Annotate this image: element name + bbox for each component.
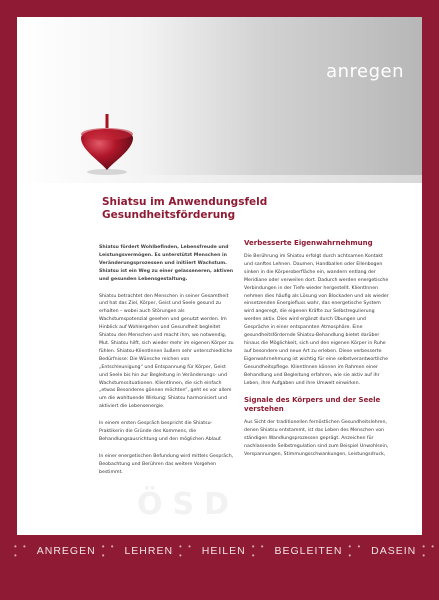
footer-item-dasein[interactable]: DASEIN xyxy=(371,545,417,557)
subheading-1: Verbesserte Eigenwahrnehmung xyxy=(244,239,373,247)
left-paragraph-1: Shiatsu betrachtet den Menschen in seiner Gesamtheit und hat das Ziel, Körper, Geist und Seele gesund zu erhalten – wobei auch Störungen als Wachstumspotenzial gesehen und genutzt werden. Im Hinblick auf Wohlergehen und Gesundheit begleitet Shiatsu den Menschen und macht ihm, wo notwendig, Mut. Shiatsu hilft, sich wieder mehr im eigenen Körper zu fühlen. Shiatsu-KlientInnen äußern sehr unterschiedliche Bedürfnisse: Die Wünsche reichen von „Entschleunigung“ und Entspannung für Körper, Geist und Seele bis hin zur Begleitung in Veränderungs- und Wachstumssituationen. KlientInnen, die sich einfach „etwas Besonderes gönnen möchten“, geht es vor allem um die wohltuende Wirkung: Shiatsu harmonisiert und aktiviert die Lebensenergie. xyxy=(99,293,234,410)
footer-dots: • • • xyxy=(422,542,437,560)
footer-item-heilen[interactable]: HEILEN xyxy=(201,545,246,557)
footer-dots: • • • xyxy=(251,542,266,560)
right-paragraph-1: Die Berührung im Shiatsu erfolgt durch achtsamen Kontakt und sanftes Lehnen. Daumen, Handballen oder Ellenbogen sinken in die Körperoberfläche ein, wandern entlang der Meridiane oder verweilen dort. Dadurch werden energetische Verbindungen in der Tiefe wieder hergestellt. KlientInnen nehmen dies häufig als Lösung von Blockaden und als wieder einsetzenden Energiefluss wahr, das energetische System wird angeregt, die eigenen Kräfte zur Selbstregulierung werden aktiv. Dies wird ergänzt durch Übungen und Gespräche in einer entspannten Atmosphäre. Eine gesundheitsfördernde Shiatsu-Behandlung bietet darüber hinaus die Möglichkeit, sich und den eigenen Körper in Ruhe auf besondere und neue Art zu erleben. Diese verbesserte Eigenwahrnehmung ist wichtig für eine selbstverantwortliche Gesundheitspflege. KlientInnen können im Rahmen einer Behandlung und Begleitung erfahren, wie sie aktiv auf ihr Leben, ihre Aufgaben und ihre Umwelt einwirken. xyxy=(244,254,389,386)
footer-dots: • • • xyxy=(14,542,28,560)
left-paragraph-3: In einer energetischen Befundung wird mittels Gespräch, Beobachtung und Berühren das weitere Vorgehen bestimmt. xyxy=(99,453,234,475)
footer-nav xyxy=(0,540,439,562)
watermark-logo: ÖSD xyxy=(137,487,240,522)
subheading-2: Signale des Körpers und der Seele verstehen xyxy=(244,396,381,414)
section-title: anregen xyxy=(326,61,404,82)
headline-line1: Shiatsu im Anwendungsfeld xyxy=(102,196,268,208)
left-paragraph-2: In einem ersten Gespräch bespricht die Shiatsu-Praktikerin die Gründe des Kommens, die Behandlungsausrichtung und den möglichen Ablauf. xyxy=(99,421,222,442)
right-column xyxy=(244,239,392,468)
spinning-top-icon xyxy=(77,112,137,182)
footer-dots: • • • xyxy=(101,542,116,560)
footer-item-lehren[interactable]: LEHREN xyxy=(124,545,174,557)
left-column xyxy=(99,244,234,486)
lead-paragraph: Shiatsu fördert Wohlbefinden, Lebensfreude und Leistungsvermögen. Es unterstützt Menschen in Veränderungsprozessen und initiiert Wachstum. Shiatsu ist ein Weg zu einer gelasseneren, aktiven und gesunden Lebensgestaltung. xyxy=(99,245,234,282)
brochure-page xyxy=(17,17,422,535)
footer-dots: • • • xyxy=(179,542,193,560)
headline-line2: Gesundheitsförderung xyxy=(102,209,236,221)
page-headline xyxy=(102,196,362,222)
footer-item-anregen[interactable]: ANREGEN xyxy=(36,545,96,557)
footer-dots: • • • xyxy=(348,542,363,560)
right-paragraph-2: Aus Sicht der traditionellen fernöstlichen Gesundheitslehren, denen Shiatsu entstammt, ist das Leben des Menschen von ständigen Wandlungsprozessen geprägt. Anzeichen für nachlassende Selbstregulation sind zum Beispiel Unwohlsein, Verspannungen, Stimmungsschwankungen, Leistungsdruck, xyxy=(244,420,389,458)
footer-item-begleiten[interactable]: BEGLEITEN xyxy=(274,545,343,557)
